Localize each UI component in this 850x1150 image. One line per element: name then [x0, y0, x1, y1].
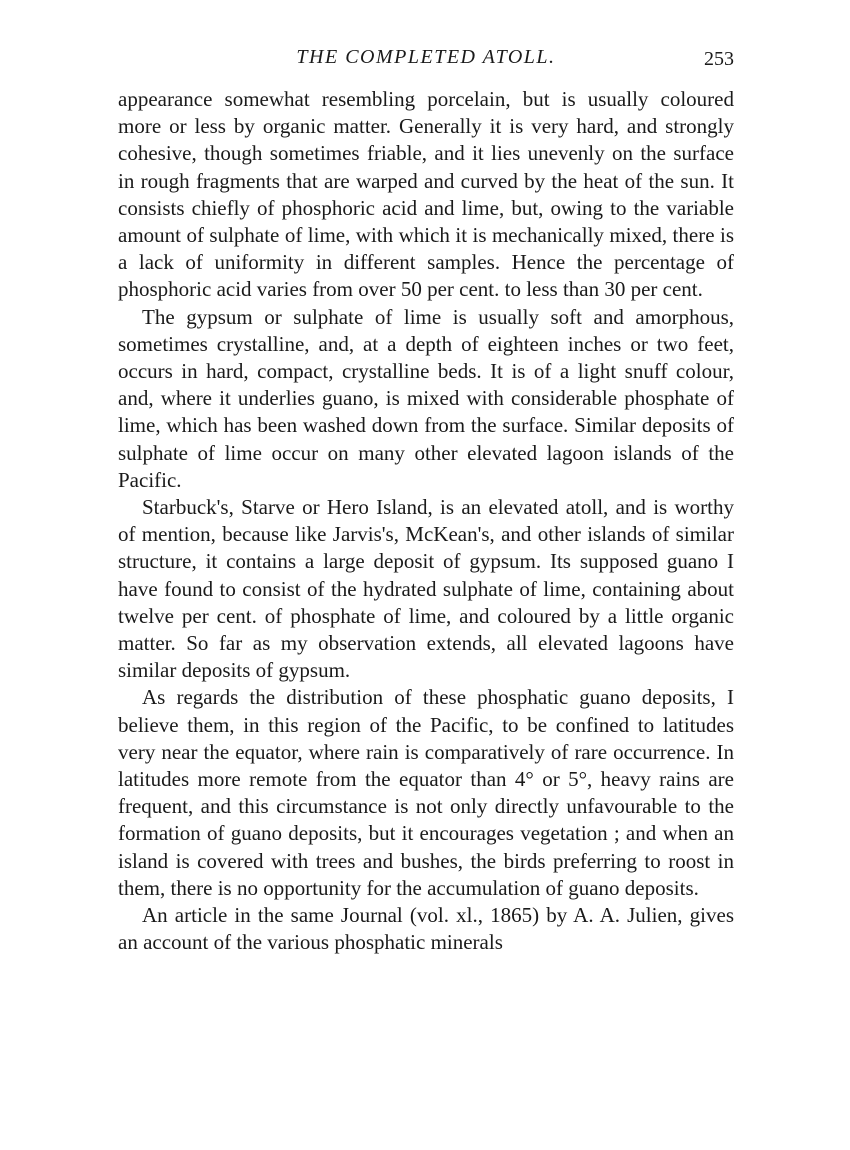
- paragraph-distribution: As regards the distribution of these phosphatic guano deposits, I believe them, in this region of the Pacific, to be confined to latitudes very near the equator, where rain is comparatively of rare occurrence. In latitudes more remote from the equator than 4° or 5°, heavy rains are frequent, and this circumstance is not only directly unfavourable to the formation of guano deposits, but it encourages vegetation ; and when an island is covered with trees and bushes, the birds preferring to roost in them, there is no opportunity for the accumulation of guano deposits.: [118, 685, 734, 900]
- running-title: THE COMPLETED ATOLL.: [296, 46, 556, 68]
- page-number: 253: [704, 48, 734, 70]
- paragraph-continued: appearance somewhat resembling porcelain, but is usually coloured more or less by organic matter. Generally it is very hard, and strongly cohesive, though sometimes friable, and it lies unevenly on the surface in rough fragments that are warped and curved by the heat of the sun. It consists chiefly of phosphoric acid and lime, but, owing to the variable amount of sulphate of lime, with which it is mechanically mixed, there is a lack of uniformity in different samples. Hence the percentage of phosphoric acid varies from over 50 per cent. to less than 30 per cent.: [118, 87, 734, 302]
- body-text: [118, 86, 734, 957]
- paragraph-gypsum: The gypsum or sulphate of lime is usually soft and amorphous, sometimes crystalline, and, at a depth of eighteen inches or two feet, occurs in hard, compact, crystalline beds. It is of a light snuff colour, and, where it underlies guano, is mixed with considerable phosphate of lime, which has been washed down from the surface. Similar deposits of sulphate of lime occur on many other elevated lagoon islands of the Pacific.: [118, 304, 734, 492]
- paragraph-julien-article: An article in the same Journal (vol. xl., 1865) by A. A. Julien, gives an account of the various phosphatic minerals: [118, 903, 734, 955]
- paragraph-starbuck-island: Starbuck's, Starve or Hero Island, is an elevated atoll, and is worthy of mention, because like Jarvis's, McKean's, and other islands of similar structure, it contains a large deposit of gypsum. Its supposed guano I have found to consist of the hydrated sulphate of lime, containing about twelve per cent. of phosphate of lime, and coloured by a little organic matter. So far as my observation extends, all elevated lagoons have similar deposits of gypsum.: [118, 495, 734, 683]
- running-header: [118, 40, 734, 76]
- book-page: [118, 40, 734, 957]
